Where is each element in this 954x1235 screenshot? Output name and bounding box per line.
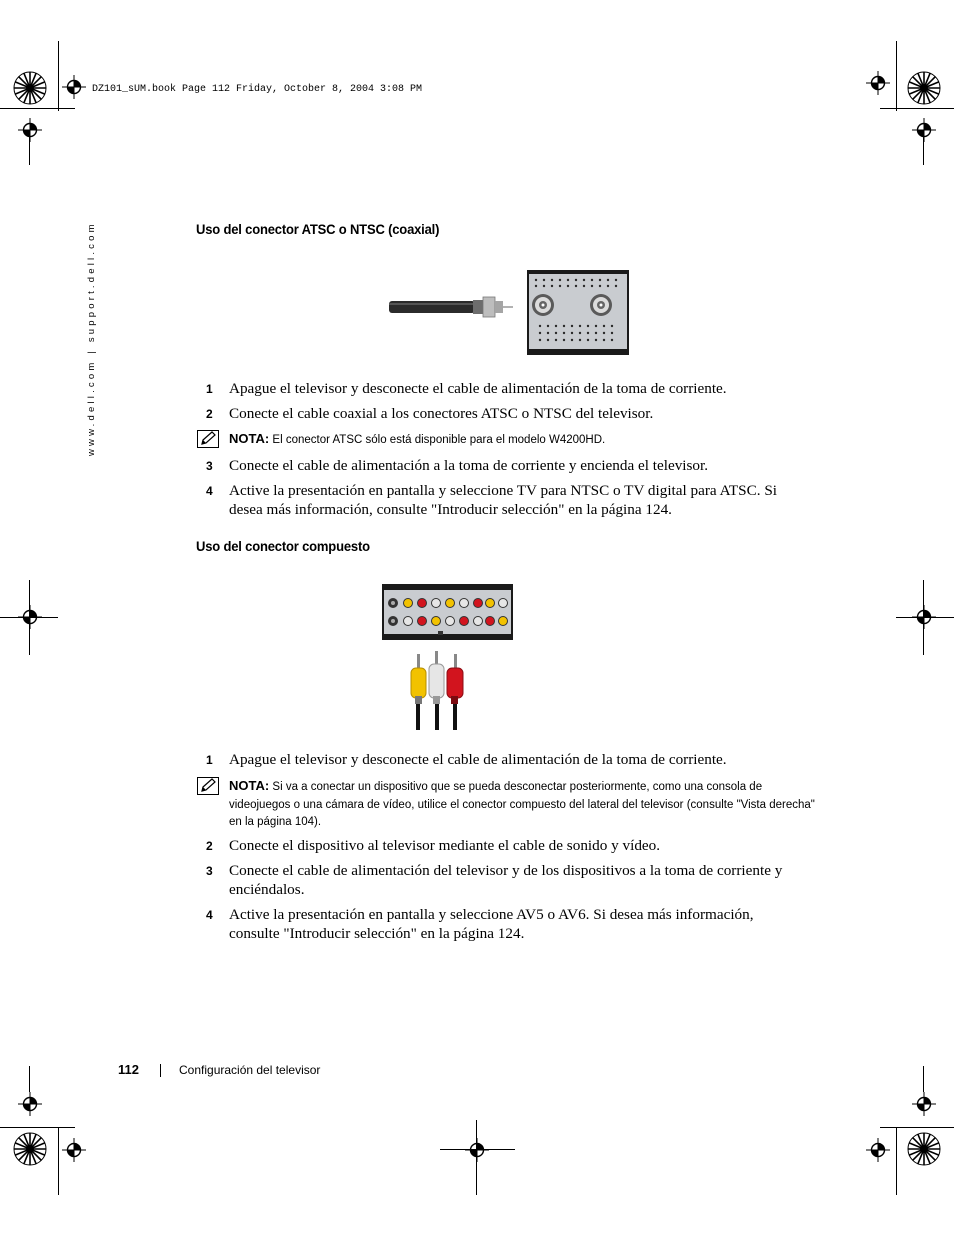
sidebar-url: www.dell.com | support.dell.com [86, 221, 97, 456]
section-title-composite: Uso del conector compuesto [196, 538, 370, 554]
starburst-mark-icon [13, 71, 47, 105]
book-info-header: DZ101_sUM.book Page 112 Friday, October 8, 2004 3:08 PM [92, 84, 423, 95]
starburst-mark-icon [13, 1132, 47, 1166]
registration-mark-icon [62, 75, 86, 99]
registration-mark-icon [465, 1138, 489, 1162]
chapter-title: Configuración del televisor [179, 1063, 321, 1077]
registration-mark-icon [866, 71, 890, 95]
coaxial-connection-illustration [388, 270, 630, 356]
footer-divider [160, 1064, 161, 1077]
registration-mark-icon [912, 118, 936, 142]
note-pencil-icon [197, 777, 219, 795]
registration-mark-icon [866, 1138, 890, 1162]
starburst-mark-icon [907, 1132, 941, 1166]
starburst-mark-icon [907, 71, 941, 105]
registration-mark-icon [18, 118, 42, 142]
registration-mark-icon [912, 1092, 936, 1116]
note-pencil-icon [197, 430, 219, 448]
page-number: 112 [118, 1062, 139, 1077]
section-title-coaxial: Uso del conector ATSC o NTSC (coaxial) [196, 221, 440, 237]
registration-mark-icon [18, 1092, 42, 1116]
registration-mark-icon [62, 1138, 86, 1162]
composite-connection-illustration [382, 584, 514, 730]
